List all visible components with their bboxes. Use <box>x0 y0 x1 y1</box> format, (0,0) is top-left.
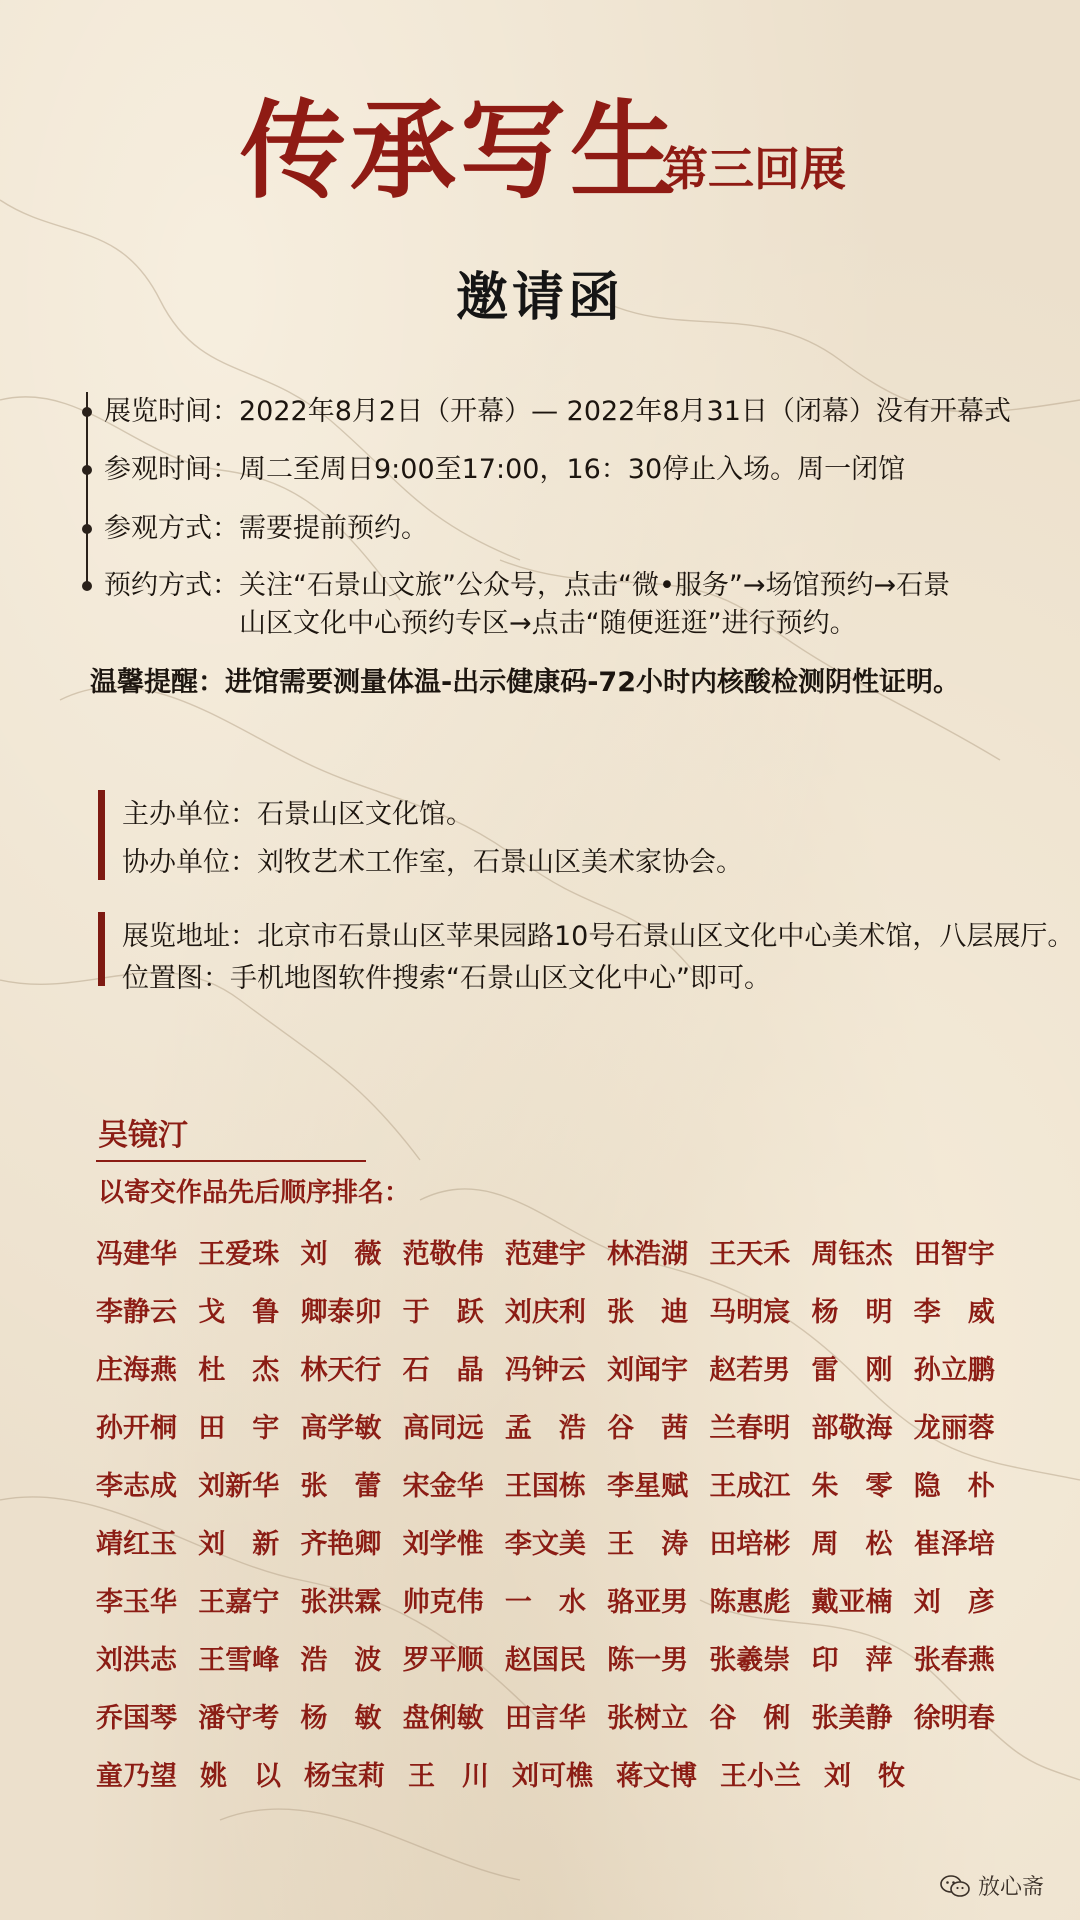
wechat-icon <box>940 1874 970 1898</box>
cohost-unit: 协办单位：刘牧艺术工作室，石景山区美术家协会。 <box>122 847 743 878</box>
watermark-text: 放心斋 <box>977 1875 1044 1900</box>
artist-name: 刘学惟 <box>402 1528 484 1560</box>
artist-name: 范建宇 <box>504 1238 586 1270</box>
artist-name: 戴亚楠 <box>811 1586 893 1618</box>
artist-name: 杨 敏 <box>300 1702 382 1734</box>
artist-name: 刘 牧 <box>824 1760 905 1792</box>
artist-name: 王 涛 <box>607 1528 689 1560</box>
artist-name: 刘 薇 <box>300 1238 382 1270</box>
artist-name: 姚 以 <box>200 1760 281 1792</box>
curator-underline <box>96 1160 366 1162</box>
info-reservation-line2: 山区文化中心预约专区→点击“随便逛逛”进行预约。 <box>239 608 857 639</box>
artist-name: 孟 浩 <box>504 1412 586 1444</box>
artist-name: 孙开桐 <box>96 1412 177 1444</box>
artist-name: 刘可樵 <box>512 1760 593 1792</box>
artist-name: 浩 波 <box>300 1644 382 1676</box>
artist-name: 卿泰卯 <box>300 1296 382 1328</box>
artist-name: 王嘉宁 <box>198 1586 280 1618</box>
artist-names-grid <box>96 1222 1016 1802</box>
info-text: 关注“石景山文旅”公众号，点击“微•服务”→场馆预约→石景 <box>239 570 951 601</box>
artist-name: 张春燕 <box>913 1644 995 1676</box>
info-label: 预约方式： <box>104 570 239 601</box>
artist-name: 齐艳卿 <box>300 1528 382 1560</box>
title-subtitle: 第三回展 <box>662 142 846 196</box>
artist-name: 赵若男 <box>709 1354 791 1386</box>
artist-name: 李玉华 <box>96 1586 177 1618</box>
artist-name: 刘 彦 <box>913 1586 995 1618</box>
artist-name: 张树立 <box>607 1702 689 1734</box>
names-row <box>96 1280 1016 1338</box>
artist-name: 帅克伟 <box>402 1586 484 1618</box>
names-row <box>96 1512 1016 1570</box>
artist-name: 王成江 <box>709 1470 791 1502</box>
artist-name: 张洪霖 <box>300 1586 382 1618</box>
artist-name: 冯建华 <box>96 1238 177 1270</box>
artist-name: 部敬海 <box>811 1412 893 1444</box>
address-bar <box>98 912 105 986</box>
artist-name: 童乃望 <box>96 1760 177 1792</box>
info-label: 展览时间： <box>104 396 239 427</box>
artist-name: 刘闻宇 <box>607 1354 689 1386</box>
artist-name: 刘新华 <box>198 1470 280 1502</box>
artist-name: 孙立鹏 <box>913 1354 995 1386</box>
info-label: 参观时间： <box>104 454 239 485</box>
info-text: 2022年8月2日（开幕）— 2022年8月31日（闭幕）没有开幕式 <box>239 396 1011 427</box>
artist-name: 陈惠彪 <box>709 1586 791 1618</box>
names-row <box>96 1396 1016 1454</box>
artist-name: 杜 杰 <box>198 1354 280 1386</box>
artist-name: 周 松 <box>811 1528 893 1560</box>
artist-name: 刘 新 <box>198 1528 280 1560</box>
artist-name: 庄海燕 <box>96 1354 177 1386</box>
artist-name: 田言华 <box>504 1702 586 1734</box>
info-item-time <box>104 396 1011 428</box>
artist-name: 一 水 <box>504 1586 586 1618</box>
artist-name: 潘守考 <box>198 1702 280 1734</box>
title-main: 传承写生 <box>240 88 680 213</box>
names-row <box>96 1338 1016 1396</box>
names-row <box>96 1628 1016 1686</box>
artist-name: 盘俐敏 <box>402 1702 484 1734</box>
artist-name: 蒋文博 <box>616 1760 697 1792</box>
artist-name: 陈一男 <box>607 1644 689 1676</box>
artist-name: 张羲崇 <box>709 1644 791 1676</box>
artist-name: 骆亚男 <box>607 1586 689 1618</box>
info-item-visit-hours <box>104 454 905 486</box>
artist-name: 李文美 <box>504 1528 586 1560</box>
artist-name: 乔国琴 <box>96 1702 177 1734</box>
artist-name: 高同远 <box>402 1412 484 1444</box>
names-row <box>96 1744 1016 1802</box>
artist-name: 于 跃 <box>402 1296 484 1328</box>
warm-tip: 温馨提醒：进馆需要测量体温-出示健康码-72小时内核酸检测阴性证明。 <box>90 667 960 698</box>
artist-name: 李志成 <box>96 1470 177 1502</box>
info-label: 参观方式： <box>104 513 239 544</box>
artist-name: 田智宇 <box>913 1238 995 1270</box>
artist-name: 印 萍 <box>811 1644 893 1676</box>
artist-name: 张 迪 <box>607 1296 689 1328</box>
timeline-line <box>86 392 88 588</box>
info-text: 需要提前预约。 <box>239 513 428 544</box>
invitation-heading: 邀请函 <box>455 268 624 328</box>
artist-name: 石 晶 <box>402 1354 484 1386</box>
timeline-dot <box>82 524 92 534</box>
artist-name: 王天禾 <box>709 1238 791 1270</box>
artist-name: 李 威 <box>913 1296 995 1328</box>
names-row <box>96 1686 1016 1744</box>
artist-name: 谷 俐 <box>709 1702 791 1734</box>
artist-name: 高学敏 <box>300 1412 382 1444</box>
names-row <box>96 1222 1016 1280</box>
exhibition-address: 展览地址：北京市石景山区苹果园路10号石景山区文化中心美术馆，八层展厅。 <box>122 921 1075 952</box>
host-unit: 主办单位：石景山区文化馆。 <box>122 799 473 830</box>
names-row <box>96 1570 1016 1628</box>
artist-name: 范敬伟 <box>402 1238 484 1270</box>
artist-name: 张 蕾 <box>300 1470 382 1502</box>
artist-name: 林天行 <box>300 1354 382 1386</box>
info-item-visit-method <box>104 513 428 545</box>
artist-name: 赵国民 <box>504 1644 586 1676</box>
timeline-dot <box>82 407 92 417</box>
artist-name: 王雪峰 <box>198 1644 280 1676</box>
location-map: 位置图：手机地图软件搜索“石景山区文化中心”即可。 <box>122 963 771 994</box>
artist-name: 刘洪志 <box>96 1644 177 1676</box>
artist-name: 靖红玉 <box>96 1528 177 1560</box>
artist-name: 王小兰 <box>720 1760 801 1792</box>
artist-name: 冯钟云 <box>504 1354 586 1386</box>
artist-name: 隐 朴 <box>913 1470 995 1502</box>
artist-name: 李星赋 <box>607 1470 689 1502</box>
organizer-bar <box>98 790 105 880</box>
artist-name: 龙丽蓉 <box>913 1412 995 1444</box>
info-text: 周二至周日9:00至17:00，16：30停止入场。周一闭馆 <box>239 454 906 485</box>
artist-name: 朱 零 <box>811 1470 893 1502</box>
artist-name: 田 宇 <box>198 1412 280 1444</box>
artist-name: 罗平顺 <box>402 1644 484 1676</box>
rank-label: 以寄交作品先后顺序排名： <box>98 1178 411 1208</box>
names-row <box>96 1454 1016 1512</box>
artist-name: 杨宝莉 <box>304 1760 385 1792</box>
artist-name: 杨 明 <box>811 1296 893 1328</box>
artist-name: 刘庆利 <box>504 1296 586 1328</box>
artist-name: 兰春明 <box>709 1412 791 1444</box>
artist-name: 雷 刚 <box>811 1354 893 1386</box>
artist-name: 戈 鲁 <box>198 1296 280 1328</box>
artist-name: 林浩湖 <box>607 1238 689 1270</box>
artist-name: 李静云 <box>96 1296 177 1328</box>
info-item-reservation <box>104 570 950 602</box>
artist-name: 王 川 <box>408 1760 489 1792</box>
artist-name: 宋金华 <box>402 1470 484 1502</box>
artist-name: 谷 茜 <box>607 1412 689 1444</box>
artist-name: 徐明春 <box>913 1702 995 1734</box>
artist-name: 王国栋 <box>504 1470 586 1502</box>
artist-name: 王爱珠 <box>198 1238 280 1270</box>
watermark <box>940 1870 1044 1901</box>
timeline-dot <box>82 581 92 591</box>
artist-name: 周钰杰 <box>811 1238 893 1270</box>
artist-name: 崔泽培 <box>913 1528 995 1560</box>
artist-name: 田培彬 <box>709 1528 791 1560</box>
curator-name: 吴镜汀 <box>98 1118 188 1153</box>
timeline-dot <box>82 465 92 475</box>
artist-name: 张美静 <box>811 1702 893 1734</box>
artist-name: 马明宸 <box>709 1296 791 1328</box>
